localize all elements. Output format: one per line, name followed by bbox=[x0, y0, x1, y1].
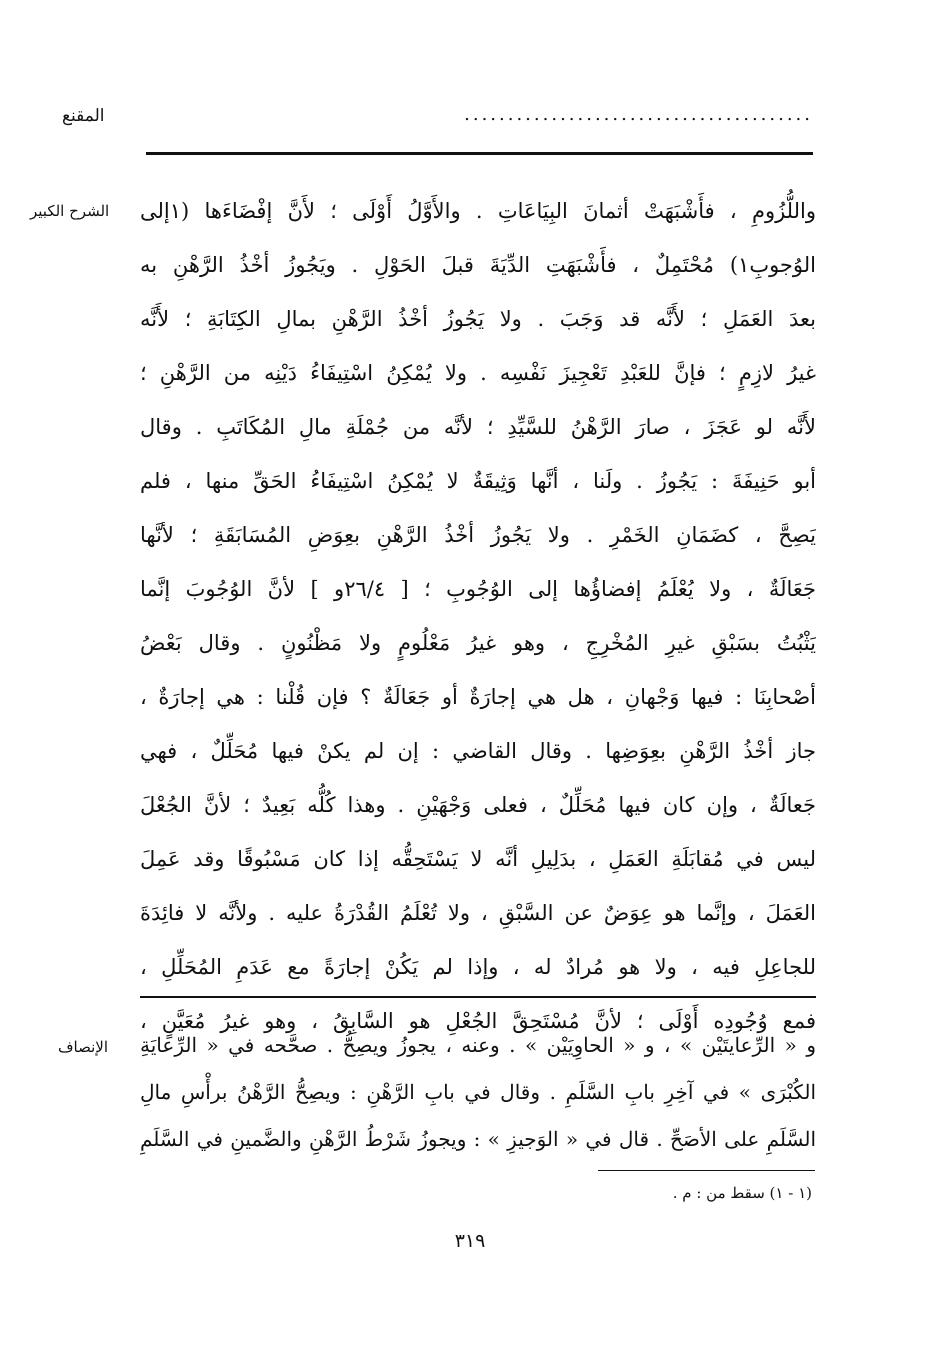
text-line: أصْحابِنَا : فيها وَجْهانِ ، هل هي إجارَةٌ أو جَعَالَةٌ ؟ فإن قُلْنا : هي إجارَةٌ ، bbox=[140, 685, 816, 709]
text-line: غيرُ لازِمٍ ؛ فإنَّ للعَبْدِ تَعْجِيزَ نَفْسِه . ولا يُمْكِنُ اسْتِيفَاءُ دَيْنِه من الرَّهْنِ ؛ bbox=[140, 361, 816, 385]
text-line: فمع وُجُودِه أَوْلَى ؛ لأنَّ مُسْتَحِقَّ الجُعْلِ هو السَّابِقُ ، وهو غيرُ مُعَيَّنٍ ، bbox=[140, 1009, 816, 1033]
book-title-header: المقنع bbox=[62, 106, 105, 126]
footnote-rule bbox=[598, 1170, 815, 1171]
footnote: (١ - ١) سقط من : م . bbox=[672, 1184, 812, 1202]
text-line: يَثْبُتُ بسَبْقِ غيرِ المُخْرِجِ ، وهو غيرُ مَعْلُومٍ ولا مَظْنُونٍ . وقال بَعْضُ bbox=[140, 631, 816, 655]
text-line: واللُّزُومِ ، فأَشْبَهَتْ أثمانَ البِيَاعَاتِ . والأَوَّلُ أَوْلَى ؛ لأَنَّ إفْضَاءَها (١إلى bbox=[140, 199, 816, 223]
text-line: للجاعِلِ فيه ، ولا هو مُرادٌ له ، وإذا لم يَكُنْ إجارَةً مع عَدَمِ المُحَلِّلِ ، bbox=[140, 955, 816, 979]
text-line: جَعَالَةٌ ، ولا يُعْلَمُ إفضاؤُها إلى الوُجُوبِ ؛ [ ٢٦/٤و ] لأنَّ الوُجُوبَ إنَّما bbox=[140, 577, 816, 601]
insaf-text-block bbox=[140, 1022, 816, 1163]
text-line: ليس في مُقابَلَةِ العَمَلِ ، بدَلِيلِ أنَّه لا يَسْتَحِقُّه إذا كان مَسْبُوقًا وقد عَمِلَ bbox=[140, 847, 816, 871]
margin-label-sharh: الشرح الكبير bbox=[30, 202, 110, 220]
header-dotted-leader: ........................................ bbox=[464, 104, 813, 125]
text-line: جاز أخْذُ الرَّهْنِ بعِوَضِها . وقال القاضي : إن لم يكنْ فيها مُحَلِّلٌ ، فهي bbox=[140, 739, 816, 763]
text-line: العَمَلَ ، وإنَّما هو عِوَضٌ عن السَّبْقِ ، ولا تُعْلَمُ القُدْرَةُ عليه . ولأنَّه لا فائِدَةَ bbox=[140, 901, 816, 925]
header-rule bbox=[146, 152, 813, 155]
text-line: يَصِحَّ ، كضَمَانِ الخَمْرِ . ولا يَجُوزُ أخْذُ الرَّهْنِ بعِوَضِ المُسَابَقَةِ ؛ لأنَّها bbox=[140, 523, 816, 547]
page-number: ٣١٩ bbox=[454, 1230, 486, 1252]
text-line: جَعالَةٌ ، وإن كان فيها مُحَلِّلٌ ، فعلى وَجْهَيْنِ . وهذا كُلُّه بَعِيدٌ ؛ لأنَّ الجُعْلَ bbox=[140, 793, 816, 817]
text-line: و « الرِّعايتَيْن » ، و « الحاوِيَيْن » . وعنه ، يجوزُ ويصِحُّ . صحَّحه في « الرِّعايَةِ bbox=[140, 1033, 816, 1057]
section-divider bbox=[140, 996, 816, 998]
margin-label-insaf: الإنصاف bbox=[58, 1038, 109, 1056]
text-line: بعدَ العَمَلِ ؛ لأَنَّه قد وَجَبَ . ولا يَجُوزُ أخْذُ الرَّهْنِ بمالِ الكِتَابَةِ ؛ لأَنَّه bbox=[140, 307, 816, 331]
text-line: أبو حَنِيفَةَ : يَجُوزُ . ولَنا ، أنَّها وَثِيقَةٌ لا يُمْكِنُ اسْتِيفَاءُ الحَقِّ منها ، فلم bbox=[140, 469, 816, 493]
text-line: لأَنَّه لو عَجَزَ ، صارَ الرَّهْنُ للسَّيِّدِ ؛ لأنَّه من جُمْلَةِ مالِ المُكَاتَبِ . وقال bbox=[140, 415, 816, 439]
text-line: الوُجوبِ١) مُحْتَمِلٌ ، فأَشْبَهَتِ الدِّيَةَ قبلَ الحَوْلِ . ويَجُوزُ أخْذُ الرَّهْنِ به bbox=[140, 253, 816, 277]
text-line: الكُبْرَى » في آخِرِ بابِ السَّلَمِ . وقال في بابِ الرَّهْنِ : ويصِحُّ الرَّهْنُ برأْسِ مالِ bbox=[140, 1080, 816, 1104]
text-line: السَّلَمِ على الأصَحِّ . قال في « الوَجيزِ » : ويجوزُ شَرْطُ الرَّهْنِ والضَّمينِ في السَّلَمِ bbox=[140, 1127, 816, 1151]
main-text-block bbox=[140, 184, 816, 1048]
